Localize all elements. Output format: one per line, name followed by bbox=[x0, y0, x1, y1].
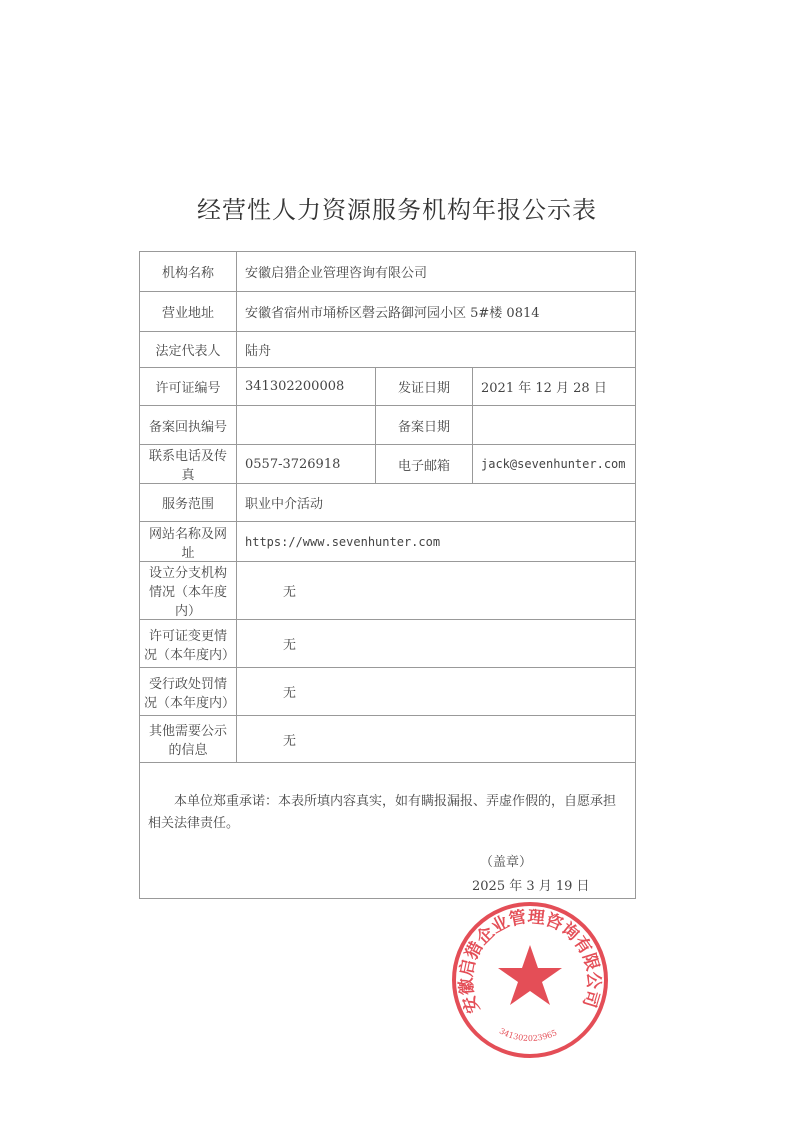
legal-rep: 陆舟 bbox=[237, 332, 636, 368]
label: 许可证变更情况（本年度内） bbox=[140, 620, 237, 668]
address: 安徽省宿州市埇桥区磬云路御河园小区 5#楼 0814 bbox=[237, 292, 636, 332]
company-seal bbox=[450, 900, 610, 1060]
label: 其他需要公示的信息 bbox=[140, 716, 237, 763]
label: 设立分支机构情况（本年度内） bbox=[140, 562, 237, 620]
other-info: 无 bbox=[237, 716, 636, 763]
sign-date: 2025 年 3 月 19 日 bbox=[472, 879, 590, 894]
filing-date bbox=[473, 406, 636, 445]
label: 机构名称 bbox=[140, 252, 237, 292]
filing-no bbox=[237, 406, 376, 445]
label: 备案日期 bbox=[376, 406, 473, 445]
org-name: 安徽启猎企业管理咨询有限公司 bbox=[237, 252, 636, 292]
label: 许可证编号 bbox=[140, 368, 237, 406]
label: 电子邮箱 bbox=[376, 445, 473, 484]
penalty: 无 bbox=[237, 668, 636, 716]
commitment-statement: 本单位郑重承诺：本表所填内容真实，如有瞒报漏报、弄虚作假的，自愿承担相关法律责任。 bbox=[148, 794, 617, 831]
email: jack@sevenhunter.com bbox=[473, 445, 636, 484]
label: 受行政处罚情况（本年度内） bbox=[140, 668, 237, 716]
seal-label: （盖章） bbox=[480, 855, 533, 870]
label: 备案回执编号 bbox=[140, 406, 237, 445]
branches: 无 bbox=[237, 562, 636, 620]
label: 服务范围 bbox=[140, 484, 237, 522]
page-title: 经营性人力资源服务机构年报公示表 bbox=[197, 196, 597, 224]
label: 联系电话及传真 bbox=[140, 445, 237, 484]
license-change: 无 bbox=[237, 620, 636, 668]
report-table bbox=[139, 251, 636, 899]
svg-text:341302023965: 341302023965 bbox=[497, 1026, 559, 1044]
phone: 0557-3726918 bbox=[237, 445, 376, 484]
svg-text:安徽启猎企业管理咨询有限公司: 安徽启猎企业管理咨询有限公司 bbox=[456, 907, 604, 1016]
label: 营业地址 bbox=[140, 292, 237, 332]
label: 法定代表人 bbox=[140, 332, 237, 368]
star-icon bbox=[498, 945, 562, 1005]
website: https://www.sevenhunter.com bbox=[237, 522, 636, 562]
scope: 职业中介活动 bbox=[237, 484, 636, 522]
label: 网站名称及网址 bbox=[140, 522, 237, 562]
license-no: 341302200008 bbox=[237, 368, 376, 406]
label: 发证日期 bbox=[376, 368, 473, 406]
commitment-cell bbox=[140, 763, 636, 899]
issue-date: 2021 年 12 月 28 日 bbox=[473, 368, 636, 406]
